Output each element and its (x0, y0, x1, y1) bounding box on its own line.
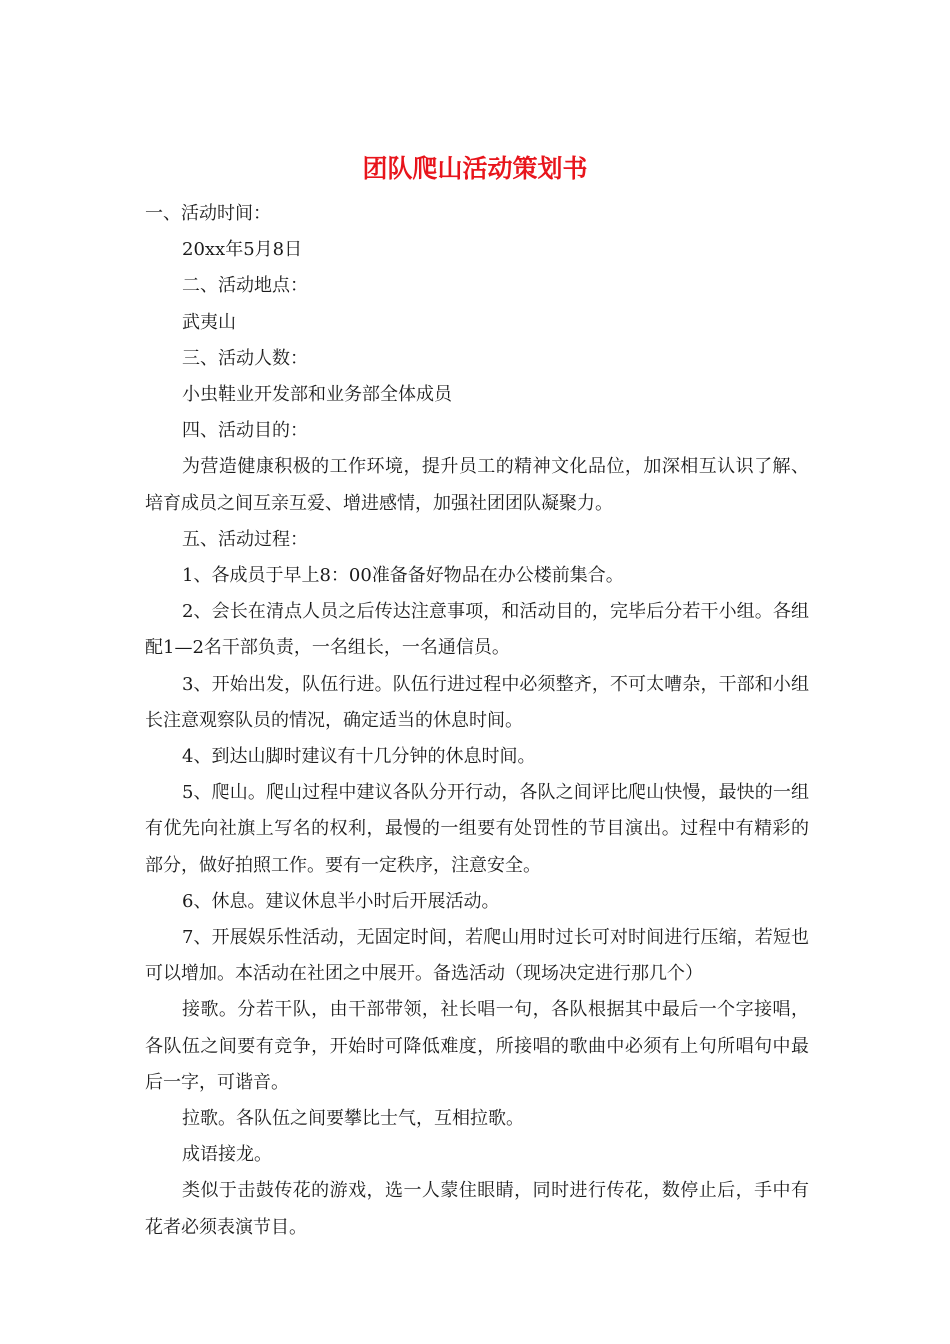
paragraph-step-7: 7、开展娱乐性活动，无固定时间，若爬山用时过长可对时间进行压缩，若短也可以增加。本活动在社团之中展开。备选活动（现场决定进行那几个） (145, 927, 809, 985)
document-body (145, 196, 809, 1246)
paragraph-activity-pass-flower: 类似于击鼓传花的游戏，选一人蒙住眼睛，同时进行传花，数停止后，手中有花者必须表演节目。 (145, 1180, 809, 1238)
paragraph-step-2: 2、会长在清点人员之后传达注意事项，和活动目的，完毕后分若干小组。各组配1—2名干部负责，一名组长，一名通信员。 (145, 601, 809, 659)
paragraph-activity-song-contest: 拉歌。各队伍之间要攀比士气，互相拉歌。 (182, 1108, 524, 1130)
paragraph-heading-time: 一、活动时间： (145, 203, 271, 224)
paragraph-step-4: 4、到达山脚时建议有十几分钟的休息时间。 (182, 746, 536, 768)
paragraph-heading-location: 二、活动地点： (182, 275, 308, 297)
paragraph-activity-song-relay: 接歌。分若干队，由干部带领，社长唱一句，各队根据其中最后一个字接唱，各队伍之间要有竞争，开始时可降低难度，所接唱的歌曲中必须有上句所唱句中最后一字，可谐音。 (145, 999, 809, 1093)
paragraph-step-6: 6、休息。建议休息半小时后开展活动。 (182, 890, 500, 912)
paragraph-participants: 小虫鞋业开发部和业务部全体成员 (182, 384, 452, 406)
paragraph-activity-idiom-chain: 成语接龙。 (182, 1144, 272, 1166)
paragraph-heading-participants: 三、活动人数： (182, 347, 308, 369)
paragraph-step-3: 3、开始出发，队伍行进。队伍行进过程中必须整齐，不可太嘈杂，干部和小组长注意观察队员的情况，确定适当的休息时间。 (145, 673, 809, 731)
paragraph-heading-process: 五、活动过程： (182, 528, 308, 550)
paragraph-step-5: 5、爬山。爬山过程中建议各队分开行动，各队之间评比爬山快慢，最快的一组有优先向社旗上写名的权利，最慢的一组要有处罚性的节目演出。过程中有精彩的部分，做好拍照工作。要有一定秩序，注意安全。 (145, 782, 809, 876)
paragraph-location: 武夷山 (182, 311, 236, 333)
paragraph-date: 20xx年5月8日 (182, 239, 303, 261)
document-title: 团队爬山活动策划书 (362, 154, 588, 183)
paragraph-step-1: 1、各成员于早上8：00准备备好物品在办公楼前集合。 (182, 565, 624, 587)
paragraph-purpose: 为营造健康积极的工作环境，提升员工的精神文化品位，加深相互认识了解、培育成员之间互亲互爱、增进感情，加强社团团队凝聚力。 (145, 456, 809, 514)
paragraph-heading-purpose: 四、活动目的： (182, 420, 308, 442)
